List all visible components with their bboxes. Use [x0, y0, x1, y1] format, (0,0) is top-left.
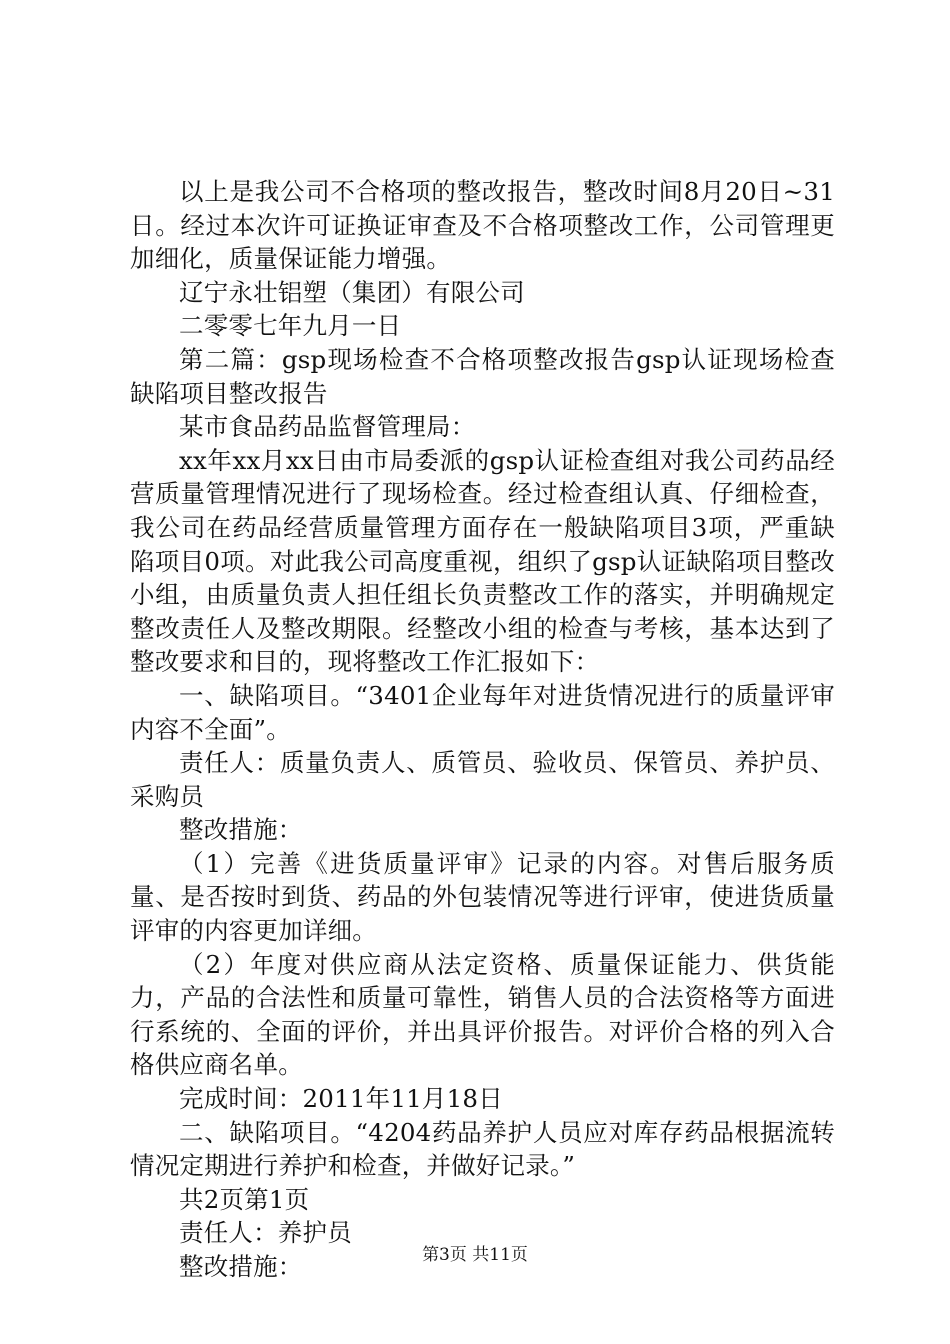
paragraph-defect-item-2: 二、缺陷项目。“4204药品养护人员应对库存药品根据流转情况定期进行养护和检查，并做好记录。”: [130, 1117, 835, 1181]
paragraph-company-name: 辽宁永壮铝塑（集团）有限公司: [179, 277, 525, 307]
document-body: [130, 175, 835, 1284]
paragraph-rectification-summary: 以上是我公司不合格项的整改报告，整改时间8月20日~31日。经过本次许可证换证审查及不合格项整改工作，公司管理更加细化，质量保证能力增强。: [130, 177, 835, 274]
paragraph-inline-page-count: 共2页第1页: [179, 1184, 310, 1214]
paragraph-measures-heading-2: 整改措施：: [179, 1252, 303, 1281]
paragraph-responsible-1: 责任人：质量负责人、质管员、验收员、保管员、养护员、采购员: [130, 748, 835, 811]
paragraph-measure-1: （1）完善《进货质量评审》记录的内容。对售后服务质量、是否按时到货、药品的外包装情况等进行评审，使进货质量评审的内容更加详细。: [130, 848, 835, 946]
paragraph-measures-heading-1: 整改措施：: [179, 815, 303, 845]
paragraph-recipient: 某市食品药品监督管理局：: [179, 412, 476, 442]
paragraph-date: 二零零七年九月一日: [179, 311, 402, 341]
paragraph-defect-item-1: 一、缺陷项目。“3401企业每年对进货情况进行的质量评审内容不全面”。: [130, 680, 835, 744]
page-footer: 第3页 共11页: [422, 1245, 528, 1265]
paragraph-completion-time: 完成时间：2011年11月18日: [179, 1084, 503, 1114]
paragraph-responsible-2: 责任人：养护员: [179, 1218, 352, 1248]
paragraph-measure-2: （2）年度对供应商从法定资格、质量保证能力、供货能力，产品的合法性和质量可靠性，销售人员的合法资格等方面进行系统的、全面的评价，并出具评价报告。对评价合格的列入合格供应商名单。: [130, 949, 835, 1080]
paragraph-inspection-intro: xx年xx月xx日由市局委派的gsp认证检查组对我公司药品经营质量管理情况进行了现场检查。经过检查组认真、仔细检查，我公司在药品经营质量管理方面存在一般缺陷项目3项，严重缺陷项目0项。对此我公司高度重视，组织了gsp认证缺陷项目整改小组，由质量负责人担任组长负责整改工作的落实，并明确规定整改责任人及整改期限。经整改小组的检查与考核，基本达到了整改要求和目的，现将整改工作汇报如下：: [130, 445, 835, 677]
paragraph-section-title: 第二篇：gsp现场检查不合格项整改报告gsp认证现场检查缺陷项目整改报告: [130, 344, 835, 408]
